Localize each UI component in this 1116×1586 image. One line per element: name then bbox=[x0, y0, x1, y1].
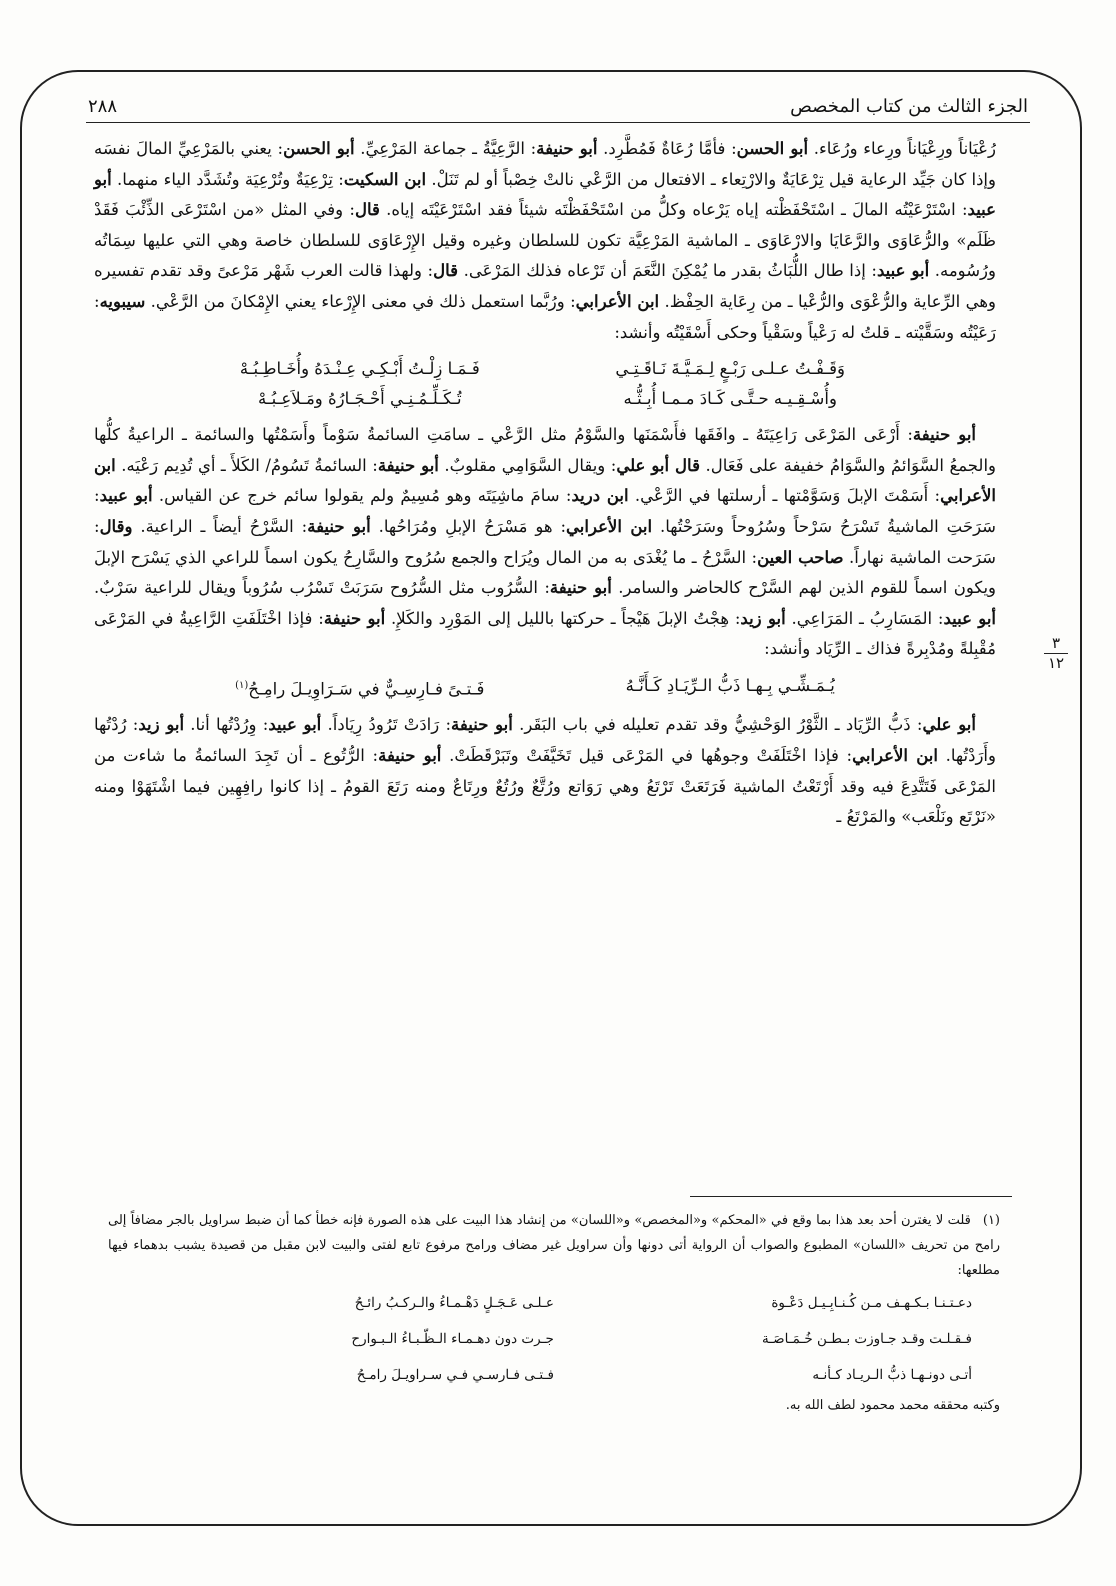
source-name: ابن الأعرابي bbox=[852, 746, 938, 765]
text-run: : تِرْعِيَةٌ وتُرْعِيَة وتُشَدَّد الياء منهما. bbox=[111, 169, 344, 189]
footnote-poem bbox=[168, 1285, 972, 1393]
source-name: قال bbox=[433, 261, 459, 281]
source-name: أبو حنيفة bbox=[912, 425, 976, 445]
source-name: أبو عبيد bbox=[99, 486, 153, 506]
text-run: : ولهذا قالت العرب شَهْر مَرْعىً وقد تقدم تفسيره وهي الرِّعاية والرُّعْوَى والرُّعْيا ـ من رِعَاية الحِفْظ. bbox=[94, 261, 996, 311]
footnote-reference[interactable]: (١) bbox=[235, 679, 249, 691]
verse-first-hemistich: دعـتـنـا بـكـهـف مـن كُـنـابِـيـل دَعْـوة bbox=[771, 1295, 972, 1311]
text-run: : سامَ ماشِيَتَه وهو مُسِيمٌ ولم يقولوا سائم خرج عن القياس. bbox=[152, 486, 572, 506]
page-number: ٢٨٨ bbox=[88, 96, 118, 117]
header-rule bbox=[86, 122, 1030, 123]
source-name: سيبويه bbox=[99, 291, 146, 311]
source-name: أبو حنيفة bbox=[323, 608, 386, 628]
source-name: صاحب العين bbox=[757, 547, 844, 567]
text-run: : المَسَارِبُ ـ المَرَاعِي. bbox=[785, 608, 944, 628]
verse-second-hemistich: فَـتـىً فـارِسِـيٌّ في سَـرَاوِيـلَ رامِـحُ$^{(١)}$ bbox=[235, 679, 485, 699]
text-run: : الرُّتُوع ـ أن تَجِدَ السائمةُ ما شاءت من المَرْعَى فَتَتَّدِعَ فيه وقد أَرْتَعْتُ الماشية فَرَتَعَتْ تَرْتَعُ وهي رَوَاتع ورُتَّعٌ ورُتُعٌ ورِتَاعٌ ومنه رَتَعَ القومُ ـ إذا كانوا رافِهِين فيما اشْتَهَوْا ومنه «نَرْتَع ونَلْعَب» والمَرْتَعُ ـ bbox=[94, 746, 996, 827]
source-name: أبو عبيد bbox=[876, 261, 930, 281]
verse-first-hemistich: يُـمَـشِّـي بِـهـا ذَبُّ الـرِّيَـادِ كَـأَنَّـهُ bbox=[625, 675, 835, 695]
source-name: أبو الحسن bbox=[283, 139, 355, 158]
source-name: ابن الأعرابي bbox=[94, 455, 996, 506]
verse-first-hemistich: فـقـلـت وقـد جـاوزت بـطـن خُـمَـاصَـة bbox=[761, 1331, 972, 1347]
source-name: أبو حنيفة bbox=[377, 455, 439, 475]
text-run: : الرَّعِيَّةُ ـ جماعة المَرْعِيِّ. bbox=[354, 139, 537, 158]
source-name: أبو الحسن bbox=[736, 139, 809, 158]
text-run: : إذا طال اللُّبَاثُ بقدر ما يُمْكِنَ النَّعَمَ أن تَرْعاه فذلك المَرْعَى. bbox=[458, 261, 877, 281]
text-run: : سَرَحت الماشية نهاراً. bbox=[94, 516, 996, 567]
paragraph bbox=[94, 710, 996, 832]
verse-line bbox=[202, 354, 888, 384]
footnote-text: قلت لا يغترن أحد بعد هذا بما وقع في «المحكم» و«المخصص» و«اللسان» من إنشاد هذا البيت على هذه الصورة فإنه خطأ كما أن ضبط سراويل بالجر مضافاً إلى رامح من تحريف «اللسان» المطبوع والصواب أن الرواية أتى دونها وأن سراويل غير مضاف ورامح مرفوع تابع لفتى والبيت لابن مقبل من قصيدة يشبب بدهماء فيها مطلعها: bbox=[108, 1213, 1000, 1278]
paragraph bbox=[94, 420, 996, 665]
verse-line bbox=[168, 1357, 972, 1393]
running-header bbox=[88, 82, 1028, 116]
text-run: : اسْتَرْعَيْتُه المالَ ـ اسْتَحْفَظْته إياه يَرْعاه وكلُّ من اسْتَحْفَظْتَه شيئاً فقد اسْتَرْعَيْتَه إياه. bbox=[379, 200, 968, 220]
verse-line bbox=[168, 1321, 972, 1357]
text-run: : رُدْتُها وأَرَدْتُها. bbox=[94, 715, 996, 765]
text-run: : سَرَحَتِ الماشيةُ تَسْرَحُ سَرْحاً وسُرُوحاً وسَرَحْتُها. bbox=[94, 486, 997, 536]
text-run: : السُّرُوب مثل السُّرُوح سَرَبَتْ تَسْرُب سُرُوباً ويقال للراعية سَرْبٌ. bbox=[94, 578, 550, 598]
manuscript-folio-marker bbox=[1044, 636, 1068, 671]
source-name: ابن السكيت bbox=[343, 169, 427, 189]
footnote-rule bbox=[690, 1196, 1012, 1197]
verse-first-hemistich: أتـى دونـهـا ذبُّ الـريـاد كـأنـه bbox=[812, 1367, 972, 1383]
verse-first-hemistich: وَقَـفْـتُ عـلـى رَبْـعٍ لِـمَـيَّـةَ نَـاقَـتِـي bbox=[615, 359, 846, 379]
poem-block bbox=[94, 671, 996, 705]
text-run: : ورُبَّما استعمل ذلك في معنى الإِرْعاء يعني الإِمْكانَ من الرَّعْي. bbox=[145, 291, 576, 311]
source-name: أبو حنيفة bbox=[378, 746, 442, 765]
folio-page: ١٢ bbox=[1047, 654, 1065, 672]
verse-second-hemistich: جـرت دون دهـمـاء الـظّـبـاءُ الـبـوارح bbox=[351, 1331, 554, 1347]
source-name: أبو عبيد bbox=[94, 169, 996, 220]
text-run: : السَّرْحُ أيضاً ـ الراعية. bbox=[132, 516, 308, 536]
text-run: : فإذا اخْتَلَفَتِ الرَّاعِيةُ في المَرْعَى مُقْبِلةً ومُدْبِرةً فذاك ـ الرِّيَاد وأنشد: bbox=[94, 608, 996, 659]
source-name: أبو زيد bbox=[740, 608, 786, 628]
text-run: : رَعَيْتُه وسَقَّيْته ـ قلتُ له رَعْياً وسَقْياً وحكى أَسْقَيْتُه وأنشد: bbox=[94, 291, 996, 342]
main-text bbox=[94, 134, 996, 833]
source-name: ابن الأعرابي bbox=[566, 516, 653, 536]
text-run: : رَادَتْ تَرُودُ رِيَاداً. bbox=[321, 715, 452, 735]
verse-first-hemistich: وأُسْـقِـيـه حـتَّـى كَـادَ مـمـا أُبِـثُّـه bbox=[623, 389, 837, 409]
text-run: : هِجْتُ الإبلَ هَيْجاً ـ حركتها بالليل إلى المَوْرِد والكَلإِ. bbox=[385, 608, 741, 628]
source-name: قال bbox=[354, 200, 380, 220]
source-name: أبو حنيفة bbox=[307, 516, 371, 536]
paragraph bbox=[94, 134, 996, 348]
source-name: أبو عبيد bbox=[268, 715, 322, 735]
source-name: أبو حنيفة bbox=[536, 139, 598, 158]
folio-number: ٣ bbox=[1051, 634, 1061, 652]
text-run: : وِرُدْتُها أنا. bbox=[184, 715, 269, 735]
running-title: الجزء الثالث من كتاب المخصص bbox=[790, 96, 1028, 117]
source-name: أبو عبيد bbox=[943, 608, 996, 628]
poem-block bbox=[94, 354, 996, 414]
source-name: أبو حنيفة bbox=[451, 715, 513, 735]
text-run: : ويقال السَّوَامِي مقلوبٌ. bbox=[438, 455, 617, 475]
source-name: وقال bbox=[99, 516, 133, 536]
text-run: : أَرْعَى المَرْعَى رَاعِيَتَهُ ـ وافَقَها فأَسْمَنَها والسَّوْمُ مثل الرَّعْي ـ سامَتِ السائمةُ سَوْماً وأَسَمْتُها والسائمة ـ الراعيةُ كلُّها والجمعُ السَّوَائمُ والسَّوَامُ خفيفة على فَعَال. bbox=[94, 425, 997, 475]
source-name: أبو علي bbox=[922, 715, 976, 735]
verse-line bbox=[202, 384, 888, 414]
verse-second-hemistich: عـلـى عَـجَـلٍ دَهْـمـاءُ والـركـبُ رائـحُ bbox=[354, 1295, 554, 1311]
text-run: : فأمَّا رُعَاةٌ فَمُطَّرِد. bbox=[597, 139, 737, 158]
text-run: : السَّرْحُ ـ ما يُغْدَى به من المال ويُرَاح والجمع سُرُوح والسَّارِحُ يكون اسماً للراعي الذي يَسْرَح الإبلَ ويكون اسماً للقوم الذين لهم السَّرْح كالحاضر والسامر. bbox=[94, 547, 997, 598]
text-run: : السائمةُ تَسُومُ/ الكَلأَ ـ أي تُدِيم رَعْيَه. bbox=[115, 455, 378, 475]
verse-second-hemistich: تُـكَـلِّـمُـنِـي أَحْـجَـارُهُ ومَـلاَعِـبُـهْ bbox=[257, 389, 462, 409]
source-name: ابن الأعرابي bbox=[575, 291, 660, 311]
text-run: : هو مَسْرَحُ الإبلِ ومُرَاحُها. bbox=[370, 516, 567, 536]
text-run: : وفي المثل «من اسْتَرْعَى الذِّئْبَ فَقَدْ ظَلَم» والرُّعَاوَى والرَّعَايَا والارْعَاوَى ـ الماشية المَرْعِيَّة تكون للسلطان وغيره وقيل الإِرْعَاوَى للسلطان خاصة وهي التي عليها سِمَاتُه ورُسُومه. bbox=[94, 200, 996, 281]
verse-second-hemistich: فَـمَـا زِلْـتُ أَبْـكِـي عِـنْـدَهُ وأُخَـاطِـبُـهْ bbox=[239, 359, 480, 379]
footnote-marker: (١) bbox=[982, 1213, 1000, 1228]
verse-line bbox=[202, 671, 888, 705]
footnote-paragraph bbox=[108, 1208, 1000, 1283]
text-run: : أَسَمْتَ الإبلَ وَسَوَّمْتها ـ أرسلتها في الرَّعْي. bbox=[628, 486, 941, 506]
text-run: : ذَبُّ الرِّيَاد ـ الثَّوْرُ الوَحْشِيُّ وقد تقدم تعليله في باب البَقَر. bbox=[512, 715, 923, 735]
source-name: أبو زيد bbox=[138, 715, 185, 735]
verse-second-hemistich: فـتـى فـارسـي فـي سـراويـلَ رامـحُ bbox=[356, 1367, 554, 1383]
text-run: : فإذا اخْتَلَفَتْ وجوهُها في المَرْعَى قيل تَخَيَّفَتْ وتَبَرْقَطَتْ. bbox=[441, 746, 853, 765]
verse-line bbox=[168, 1285, 972, 1321]
source-name: قال أبو علي bbox=[616, 455, 700, 475]
source-name: أبو حنيفة bbox=[549, 578, 612, 598]
footnote bbox=[108, 1208, 1000, 1418]
text-run: رُعْيَاناً ورِعْيَاناً ورِعاء ورُعَاء. bbox=[808, 139, 996, 158]
footnote-signature: وكتبه محققه محمد محمود لطف الله به. bbox=[785, 1398, 1000, 1413]
text-run: : يعني بالمَرْعِيِّ المالَ نفسَه وإذا كان جَيِّد الرعاية قيل تِرْعَايَةٌ والارْتِعاء ـ الافتعال من الرَّعْي نالتْ خِصْباً أو لم تَنَلْ. bbox=[94, 139, 996, 189]
source-name: ابن دريد bbox=[571, 486, 629, 506]
